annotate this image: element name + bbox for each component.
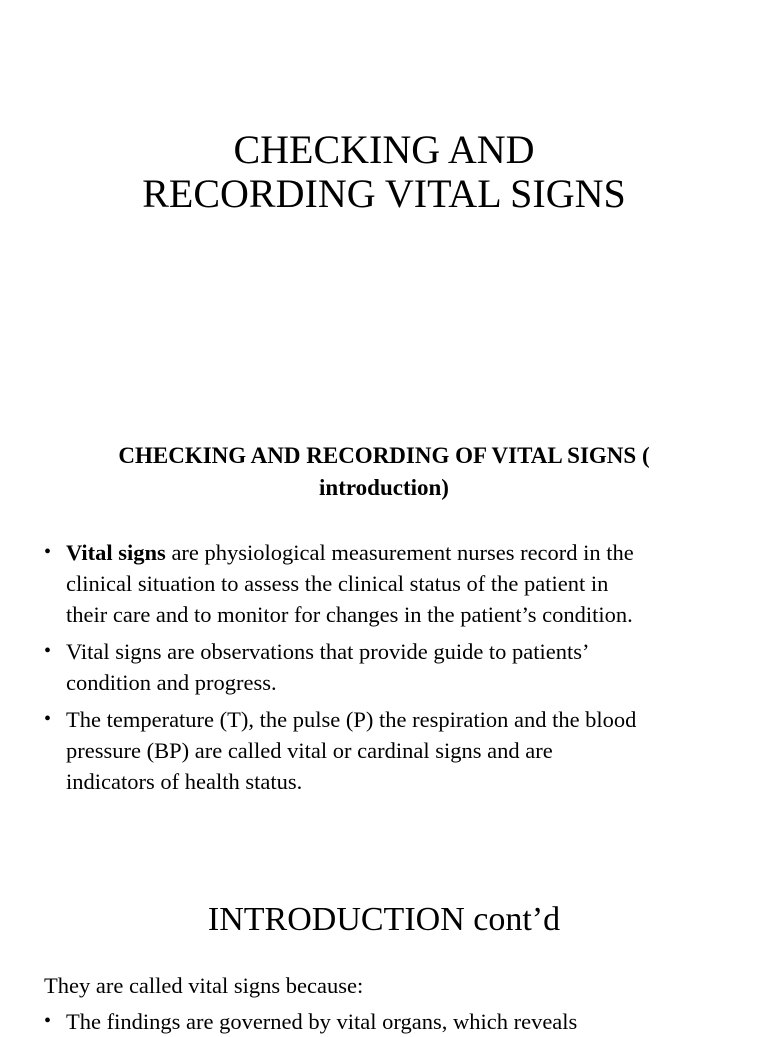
introduction-contd-slide xyxy=(0,840,768,1034)
bullet-marker: • xyxy=(44,1010,52,1032)
bullet-line: their care and to monitor for changes in the patient’s condition. xyxy=(66,602,633,627)
bullet-line: The temperature (T), the pulse (P) the respiration and the blood xyxy=(66,707,637,732)
bullet-list xyxy=(44,537,734,803)
list-item xyxy=(44,1006,577,1037)
intro-text: They are called vital signs because: xyxy=(44,973,364,998)
bullet-line: pressure (BP) are called vital or cardinal signs and are xyxy=(66,738,553,763)
slide-title xyxy=(0,128,768,216)
bullet-text: The findings are governed by vital organs, which reveals xyxy=(66,1009,578,1034)
bullet-line: clinical situation to assess the clinical status of the patient in xyxy=(66,571,609,596)
slide-heading-line-1: CHECKING AND RECORDING OF VITAL SIGNS ( xyxy=(118,443,650,468)
title-slide xyxy=(0,0,768,420)
slide-title-line-2: RECORDING VITAL SIGNS xyxy=(142,171,626,216)
introduction-slide xyxy=(0,420,768,840)
bold-term: Vital signs xyxy=(66,540,166,565)
list-item xyxy=(44,537,734,630)
list-item xyxy=(44,704,734,797)
bullet-marker: • xyxy=(44,708,52,730)
slide-heading xyxy=(70,440,698,504)
bullet-line: indicators of health status. xyxy=(66,769,303,794)
bullet-marker: • xyxy=(44,640,52,662)
slide-heading-line-2: introduction) xyxy=(319,475,449,500)
bullet-line: Vital signs are observations that provide guide to patients’ xyxy=(66,639,590,664)
bullet-line xyxy=(66,537,734,568)
slide-title: INTRODUCTION cont’d xyxy=(207,901,561,938)
slide-title-line-1: CHECKING AND xyxy=(233,127,535,172)
list-item xyxy=(44,636,734,698)
bullet-line: condition and progress. xyxy=(66,670,277,695)
bullet-text: are physiological measurement nurses record in the xyxy=(165,540,634,565)
bullet-marker: • xyxy=(44,541,52,563)
